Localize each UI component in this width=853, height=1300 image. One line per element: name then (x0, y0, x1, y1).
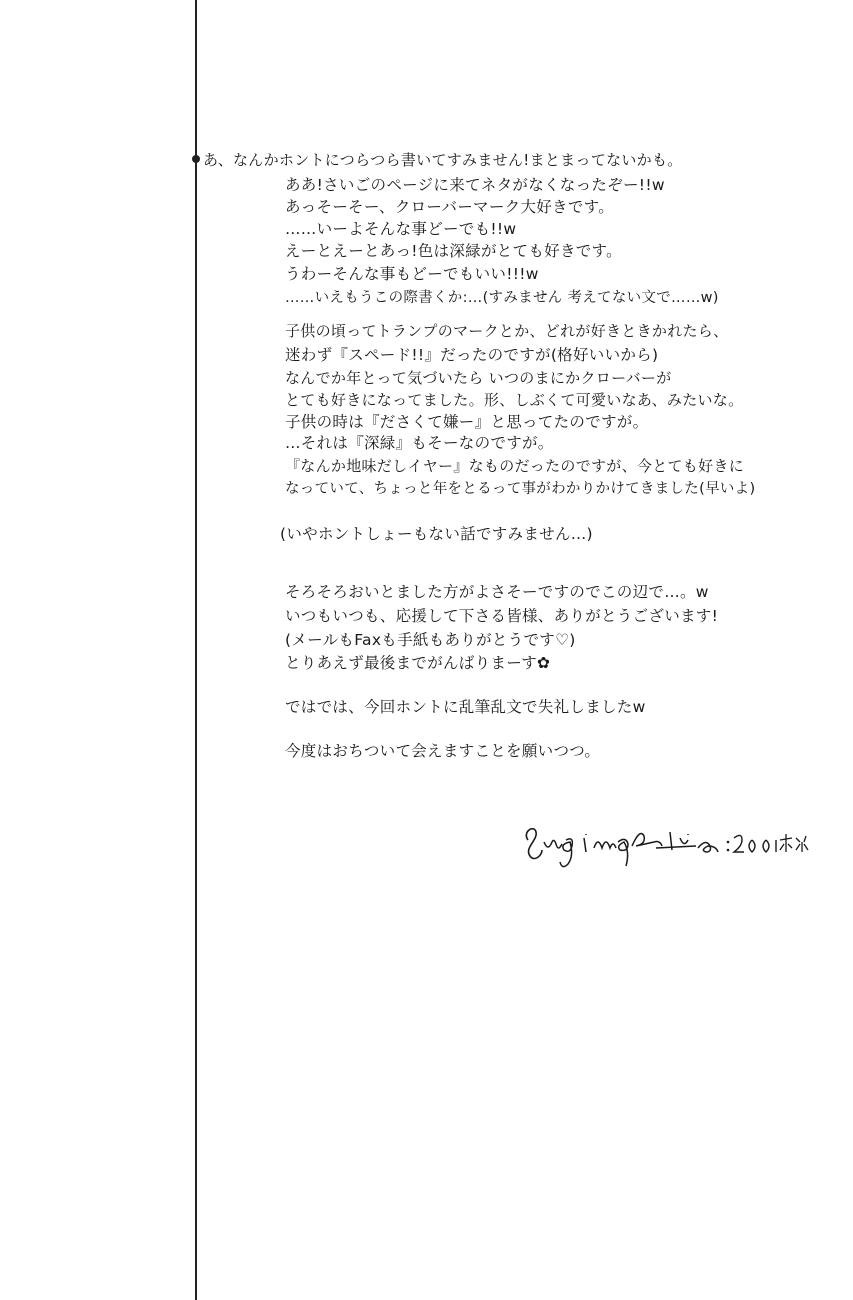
note-line: 今度はおちついて会えますことを願いつつ。 (285, 742, 601, 760)
note-line: そろそろおいとました方がよさそーですのでこの辺で…。w (285, 583, 709, 601)
note-line: ……いえもうこの際書くか:…(すみません 考えてない文で……w) (285, 290, 719, 306)
note-line: いつもいつも、応援して下さる皆様、ありがとうございます! (285, 607, 719, 625)
note-line: (いやホントしょーもない話ですみません…) (280, 525, 593, 543)
note-line: ああ!さいごのページに来てネタがなくなったぞー!!w (285, 176, 665, 194)
note-line: 子供の時は『ださくて嫌ー』と思ってたのですが。 (285, 413, 649, 431)
note-line: うわーそんな事もどーでもいい!!!w (285, 265, 539, 283)
note-line: 迷わず『スペード!!』だったのですが(格好いいから) (285, 346, 659, 364)
note-line: なっていて、ちょっと年をとるって事がわかりかけてきました(早いよ) (285, 481, 756, 497)
note-line: (メールもFaxも手紙もありがとうです♡) (285, 631, 576, 649)
signature (520, 812, 840, 872)
note-line: ……いーよそんな事どーでも!!w (285, 220, 517, 238)
note-line: 子供の頃ってトランプのマークとか、どれが好きときかれたら、 (285, 322, 729, 340)
note-line: とりあえず最後までがんばりまーす✿ (285, 654, 551, 672)
note-line: あっそーそー、クローバーマーク大好きです。 (285, 198, 615, 216)
signature-drawing (520, 812, 840, 872)
note-line: なんでか年とって気づいたら いつのまにかクローバーが (285, 369, 672, 387)
note-line: えーとえーとあっ!色は深緑がとても好きです。 (285, 242, 622, 260)
note-line: あ、なんかホントにつらつら書いてすみません!まとまってないかも。 (203, 151, 683, 169)
note-line: …それは『深緑』もそーなのですが。 (285, 434, 554, 452)
note-line: ではでは、今回ホントに乱筆乱文で失礼しましたw (285, 698, 646, 716)
note-line: 『なんか地味だしイヤー』なものだったのですが、今とても好きに (285, 457, 745, 475)
note-line: とても好きになってました。形、しぶくて可愛いなあ、みたいな。 (285, 391, 744, 409)
